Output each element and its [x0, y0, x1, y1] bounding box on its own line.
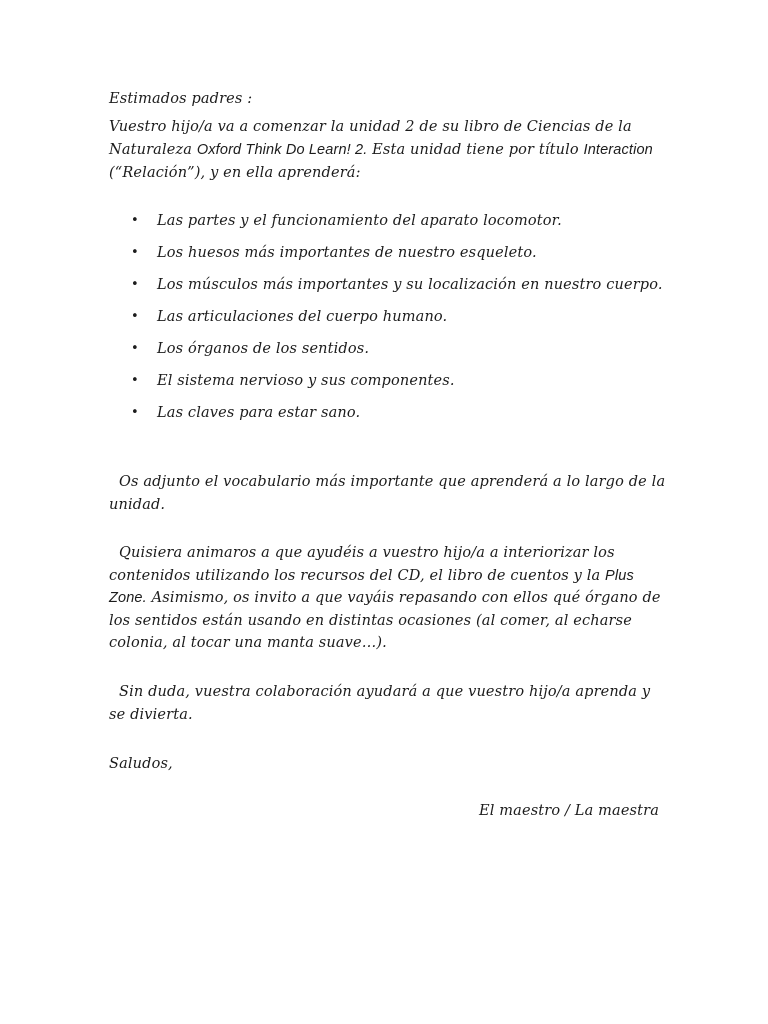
vocabulary-paragraph: Os adjunto el vocabulario más importante que aprenderá a lo largo de la unidad. [109, 474, 666, 513]
list-item [109, 274, 669, 296]
list-item [109, 402, 669, 424]
topic-text: Las articulaciones del cuerpo humano. [157, 309, 448, 325]
list-item [109, 306, 669, 328]
encourage-text-2: Asimismo, os invito a que vayáis repasando con ellos qué órgano de los sentidos están usando en distintas ocasiones (al comer, al echarse colonia, al tocar una manta suave…). [109, 590, 661, 651]
bullet: • [131, 373, 139, 388]
intro-text-3: (“Relación”), y en ella aprenderá: [109, 165, 361, 181]
intro-paragraph [109, 116, 669, 185]
collaboration-paragraph: Sin duda, vuestra colaboración ayudará a que vuestro hijo/a aprenda y se divierta. [109, 684, 651, 723]
list-item [109, 210, 669, 232]
list-item [109, 242, 669, 264]
topic-text: El sistema nervioso y sus componentes. [157, 373, 455, 389]
signature: El maestro / La maestra [479, 803, 659, 819]
topic-text: Los órganos de los sentidos. [157, 341, 370, 357]
bullet: • [131, 245, 139, 260]
bullet: • [131, 213, 139, 228]
unit-title: Interaction [583, 142, 653, 158]
book-title: Oxford Think Do Learn! 2. [196, 142, 368, 158]
list-item [109, 370, 669, 392]
greeting: Estimados padres : [109, 91, 253, 107]
topic-text: Las claves para estar sano. [157, 405, 361, 421]
encourage-text-1: Quisiera animaros a que ayudéis a vuestro hijo/a a interiorizar los contenidos utilizando los recursos del CD, el libro de cuentos y la [109, 545, 615, 584]
bullet: • [131, 341, 139, 356]
intro-text-1: Vuestro hijo/a va a comenzar la unidad 2 de su libro de Ciencias de la Naturaleza [109, 119, 632, 158]
intro-text-2: Esta unidad tiene por título [367, 142, 584, 158]
encourage-paragraph [109, 542, 669, 655]
bullet: • [131, 309, 139, 324]
topic-text: Los huesos más importantes de nuestro esqueleto. [157, 245, 537, 261]
topic-text: Las partes y el funcionamiento del aparato locomotor. [157, 213, 562, 229]
topic-text: Los músculos más importantes y su localización en nuestro cuerpo. [157, 277, 663, 293]
farewell: Saludos, [109, 756, 173, 772]
topics-list [109, 210, 669, 434]
bullet: • [131, 405, 139, 420]
list-item [109, 338, 669, 360]
bullet: • [131, 277, 139, 292]
plus-zone-title: Plus Zone. [109, 567, 634, 606]
